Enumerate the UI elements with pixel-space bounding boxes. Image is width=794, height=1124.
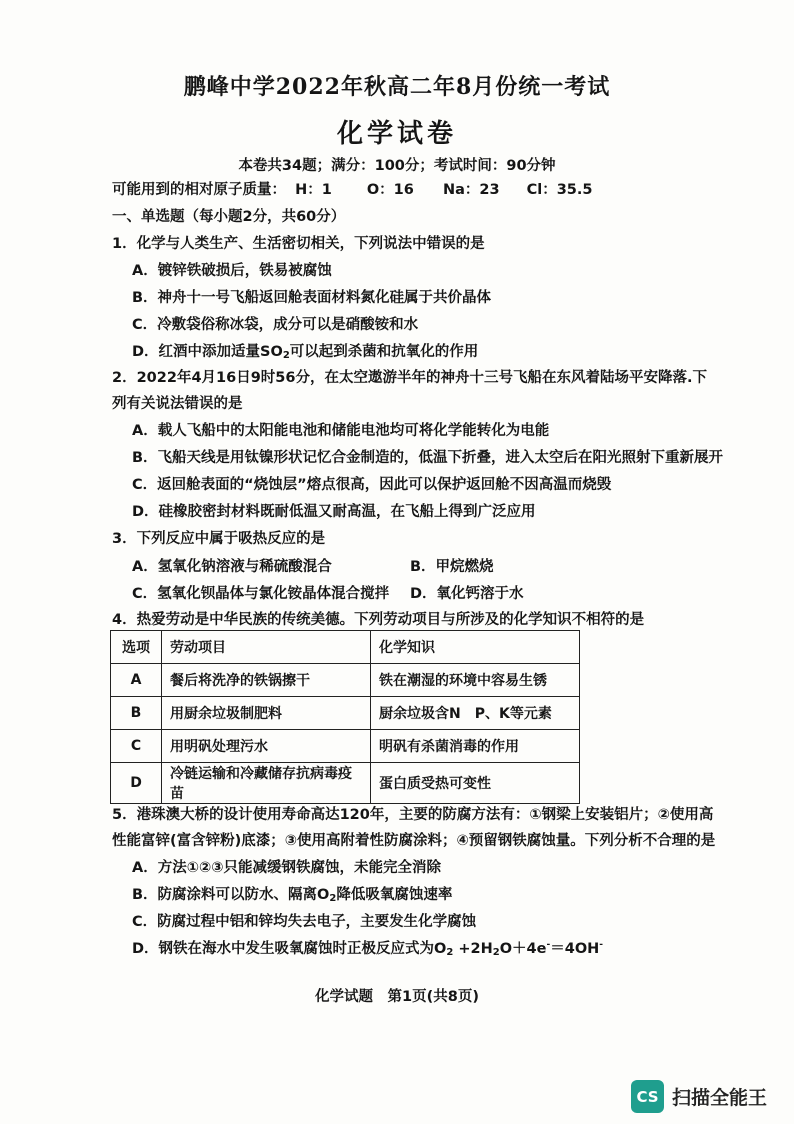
q5-d-text-2: +2H xyxy=(453,941,493,957)
q5-option-b xyxy=(132,883,452,904)
exam-subtitle: 化学试卷 xyxy=(336,119,457,149)
camscanner-logo-icon: CS xyxy=(631,1080,664,1113)
q2-stem-line-2: 列有关说法错误的是 xyxy=(112,396,243,412)
q5-stem-line-2: 性能富锌(富含锌粉)底漆；③使用高附着性防腐涂料；④预留钢铁腐蚀量。下列分析不合理的是 xyxy=(112,833,716,849)
q5-d-subscript-2: 2 xyxy=(492,947,500,958)
q4-table xyxy=(110,630,580,804)
q3-option-d: D．氧化钙溶于水 xyxy=(410,586,524,602)
q5-d-superscript-2: - xyxy=(599,940,604,950)
q2-option-d: D．硅橡胶密封材料既耐低温又耐高温，在飞船上得到广泛应用 xyxy=(132,504,536,520)
table-header-row xyxy=(111,631,580,664)
table-cell: 餐后将洗净的铁锅擦干 xyxy=(162,664,371,697)
table-row xyxy=(111,730,580,763)
table-header-cell: 化学知识 xyxy=(371,631,580,664)
q5-d-text-4: ＝4OH xyxy=(550,941,600,957)
q5-b-text-1: B．防腐涂料可以防水、隔离O xyxy=(132,887,330,903)
table-cell: C xyxy=(111,730,162,763)
table-header-cell: 选项 xyxy=(111,631,162,664)
atomic-mass-line xyxy=(112,178,593,199)
table-cell: 用厨余垃圾制肥料 xyxy=(162,697,371,730)
atomic-mass-na: Na：23 xyxy=(442,182,500,198)
atomic-mass-h: H：1 xyxy=(295,182,332,198)
q2-option-a: A．载人飞船中的太阳能电池和储能电池均可将化学能转化为电能 xyxy=(132,423,550,439)
table-row xyxy=(111,697,580,730)
q5-d-text-1: D．钢铁在海水中发生吸氧腐蚀时正极反应式为O xyxy=(132,941,447,957)
q3-option-c: C．氢氧化钡晶体与氯化铵晶体混合搅拌 xyxy=(132,586,390,602)
table-cell: 铁在潮湿的环境中容易生锈 xyxy=(371,664,580,697)
q3-option-a: A．氢氧化钠溶液与稀硫酸混合 xyxy=(132,559,332,575)
atomic-mass-label: 可能用到的相对原子质量： xyxy=(112,182,286,198)
table-row xyxy=(111,664,580,697)
q1-d-subscript: 2 xyxy=(282,350,290,361)
q5-option-a: A．方法①②③只能减缓钢铁腐蚀，未能完全消除 xyxy=(132,860,442,876)
atomic-mass-o: O：16 xyxy=(366,182,414,198)
q5-b-subscript: 2 xyxy=(329,893,337,904)
q1-option-c: C．冷敷袋俗称冰袋，成分可以是硝酸铵和水 xyxy=(132,317,419,333)
table-header-cell: 劳动项目 xyxy=(162,631,371,664)
table-cell: B xyxy=(111,697,162,730)
q5-option-c: C．防腐过程中铝和锌均失去电子，主要发生化学腐蚀 xyxy=(132,914,477,930)
q2-option-c: C．返回舱表面的“烧蚀层”熔点很高，因此可以保护返回舱不因高温而烧毁 xyxy=(132,477,612,493)
exam-title: 鹏峰中学2022年秋高二年8月份统一考试 xyxy=(183,74,611,100)
section-heading: 一、单选题（每小题2分，共60分） xyxy=(112,209,346,225)
table-cell: 用明矾处理污水 xyxy=(162,730,371,763)
q1-option-a: A．镀锌铁破损后，铁易被腐蚀 xyxy=(132,263,332,279)
table-cell: 明矾有杀菌消毒的作用 xyxy=(371,730,580,763)
table-row xyxy=(111,763,580,804)
q3-option-b: B．甲烷燃烧 xyxy=(410,559,494,575)
q1-stem: 1．化学与人类生产、生活密切相关，下列说法中错误的是 xyxy=(112,236,485,252)
q1-d-text-2: 可以起到杀菌和抗氧化的作用 xyxy=(289,344,479,360)
q1-option-d xyxy=(132,340,478,361)
q1-option-b: B．神舟十一号飞船返回舱表面材料氮化硅属于共价晶体 xyxy=(132,290,492,306)
page-footer: 化学试题 第1页(共8页) xyxy=(315,989,479,1005)
q4-stem: 4．热爱劳动是中华民族的传统美德。下列劳动项目与所涉及的化学知识不相符的是 xyxy=(112,612,645,628)
q5-d-superscript-1: - xyxy=(546,940,551,950)
table-cell: 蛋白质受热可变性 xyxy=(371,763,580,804)
q2-stem-line-1: 2．2022年4月16日9时56分，在太空遨游半年的神舟十三号飞船在东风着陆场平安降落.下 xyxy=(112,370,707,386)
table-cell: 冷链运输和冷藏储存抗病毒疫苗 xyxy=(162,763,371,804)
table-cell: A xyxy=(111,664,162,697)
table-cell: 厨余垃圾含N P、K等元素 xyxy=(371,697,580,730)
watermark-text: 扫描全能王 xyxy=(672,1087,768,1109)
atomic-mass-cl: Cl：35.5 xyxy=(526,182,593,198)
q5-d-subscript-1: 2 xyxy=(446,947,454,958)
q5-d-text-3: O＋4e xyxy=(499,941,547,957)
q5-option-d xyxy=(132,937,603,958)
exam-info: 本卷共34题；满分：100分；考试时间：90分钟 xyxy=(238,158,556,174)
q1-d-text-1: D．红酒中添加适量SO xyxy=(132,344,283,360)
q2-option-b: B．飞船天线是用钛镍形状记忆合金制造的，低温下折叠，进入太空后在阳光照射下重新展开 xyxy=(132,450,724,466)
scanner-watermark xyxy=(631,1080,767,1113)
table-cell: D xyxy=(111,763,162,804)
q5-stem-line-1: 5．港珠澳大桥的设计使用寿命高达120年，主要的防腐方法有：①钢梁上安装铝片；②使用高 xyxy=(112,807,714,823)
q3-stem: 3．下列反应中属于吸热反应的是 xyxy=(112,531,326,547)
q5-b-text-2: 降低吸氧腐蚀速率 xyxy=(336,887,453,903)
